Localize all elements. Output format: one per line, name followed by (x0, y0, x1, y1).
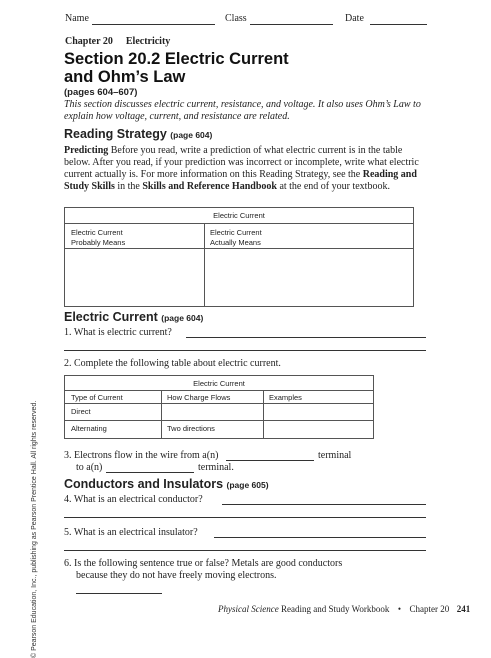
actually-means-header (210, 228, 262, 248)
q6-answer-blank[interactable] (76, 593, 162, 594)
prediction-table-title: Electric Current (213, 211, 265, 220)
q3-blank-2[interactable] (106, 472, 194, 473)
reading-strategy-title: Reading Strategy (64, 127, 167, 141)
current-table-title: Electric Current (193, 379, 245, 388)
col1-line1: Electric Current (71, 228, 123, 237)
q1-number: 1. (64, 327, 72, 338)
q3-number: 3. (64, 450, 72, 461)
q5-number: 5. (64, 527, 72, 538)
prediction-table (64, 207, 414, 307)
row-direct-examples-cell[interactable] (265, 404, 371, 419)
electric-current-heading (64, 310, 203, 324)
col2-line1: Electric Current (210, 228, 262, 237)
q5-text: What is an electrical insulator? (73, 527, 198, 538)
footer-book-italic: Physical Science (218, 604, 279, 614)
q6-text-line1: Is the following sentence true or false? Metals are good conductors (74, 558, 343, 569)
col-examples-header: Examples (269, 393, 302, 402)
row-direct-type: Direct (71, 407, 91, 416)
col2-line2: Actually Means (210, 238, 261, 247)
row-alternating-flow: Two directions (167, 424, 215, 433)
q3-text-c: to a(n) (76, 462, 103, 473)
footer-bullet: • (397, 604, 401, 614)
date-blank[interactable] (370, 24, 427, 25)
date-label: Date (345, 13, 364, 24)
row-direct-flow-cell[interactable] (163, 404, 261, 419)
section-intro: This section discusses electric current, resistance, and voltage. It also uses Ohm’s Law to explain how voltage, current, and resistance are related. (64, 99, 421, 122)
q1-text: What is electric current? (73, 327, 172, 338)
page-number: 241 (456, 604, 471, 614)
col1-line2: Probably Means (71, 238, 126, 247)
rs-text1: Before you read, write a prediction of what electric current is in the table below. After you read, if your prediction was incorrect or incomplete, write what electric current actually is. For more information on this Reading Strategy, see the (64, 145, 419, 181)
rs-text2: in the (114, 181, 143, 193)
question-5 (64, 527, 198, 538)
q6-text-line2: because they do not have freely moving electrons. (76, 570, 277, 581)
probably-means-cell[interactable] (67, 250, 202, 304)
class-label: Class (225, 13, 247, 24)
chapter-number: Chapter 20 (65, 36, 113, 47)
reading-strategy-heading (64, 127, 212, 141)
q1-answer-line-2[interactable] (64, 350, 426, 351)
reading-strategy-text (64, 145, 426, 193)
class-blank[interactable] (250, 24, 333, 25)
chapter-title: Electricity (125, 36, 171, 47)
col-type-header: Type of Current (71, 393, 123, 402)
electric-current-title: Electric Current (64, 310, 158, 324)
section-title (64, 50, 289, 86)
question-4 (64, 494, 203, 505)
q5-answer-line-1[interactable] (214, 537, 426, 538)
actually-means-cell[interactable] (206, 250, 411, 304)
name-label: Name (65, 13, 89, 24)
row-alternating-examples-cell[interactable] (265, 421, 371, 436)
q3-blank-1[interactable] (226, 460, 314, 461)
rs-text3: at the end of your textbook. (276, 181, 390, 193)
q6-number: 6. (64, 558, 72, 569)
q4-number: 4. (64, 494, 72, 505)
col-flow-header: How Charge Flows (167, 393, 231, 402)
row-alternating-type: Alternating (71, 424, 107, 433)
q4-answer-line-2[interactable] (64, 517, 426, 518)
q3-text-d: terminal. (198, 462, 234, 473)
conductors-page: (page 605) (226, 480, 269, 490)
copyright-notice: © Pearson Education, Inc., publishing as Pearson Prentice Hall. All rights reserved. (31, 400, 38, 658)
q4-text: What is an electrical conductor? (73, 494, 203, 505)
section-title-line1: Section 20.2 Electric Current (64, 50, 289, 68)
conductors-title: Conductors and Insulators (64, 477, 224, 491)
q3-text-a: Electrons flow in the wire from a(n) (74, 450, 219, 461)
chapter-line (65, 36, 170, 47)
current-type-table (64, 375, 374, 439)
section-title-line2: and Ohm’s Law (64, 68, 186, 86)
footer (218, 604, 470, 614)
question-3-line1 (64, 450, 218, 461)
conductors-heading (64, 477, 269, 491)
probably-means-header (71, 228, 125, 248)
question-1 (64, 327, 172, 338)
section-pages: (pages 604–607) (64, 87, 138, 98)
rs-bold1: Reading and Study Skills (64, 169, 417, 193)
footer-chapter: Chapter 20 (409, 604, 450, 614)
q3-text-b: terminal (318, 450, 352, 461)
q4-answer-line-1[interactable] (222, 504, 426, 505)
footer-book-rest: Reading and Study Workbook (278, 604, 390, 614)
reading-strategy-page: (page 604) (170, 130, 213, 140)
predicting-lead: Predicting (64, 145, 109, 156)
q1-answer-line-1[interactable] (186, 337, 426, 338)
q2-text: Complete the following table about electric current. (74, 358, 281, 369)
rs-bold2: Skills and Reference Handbook (142, 181, 277, 193)
question-2 (64, 358, 281, 369)
q2-number: 2. (64, 358, 72, 369)
q5-answer-line-2[interactable] (64, 550, 426, 551)
electric-current-page: (page 604) (161, 313, 204, 323)
question-6 (64, 558, 342, 582)
name-blank[interactable] (92, 24, 215, 25)
